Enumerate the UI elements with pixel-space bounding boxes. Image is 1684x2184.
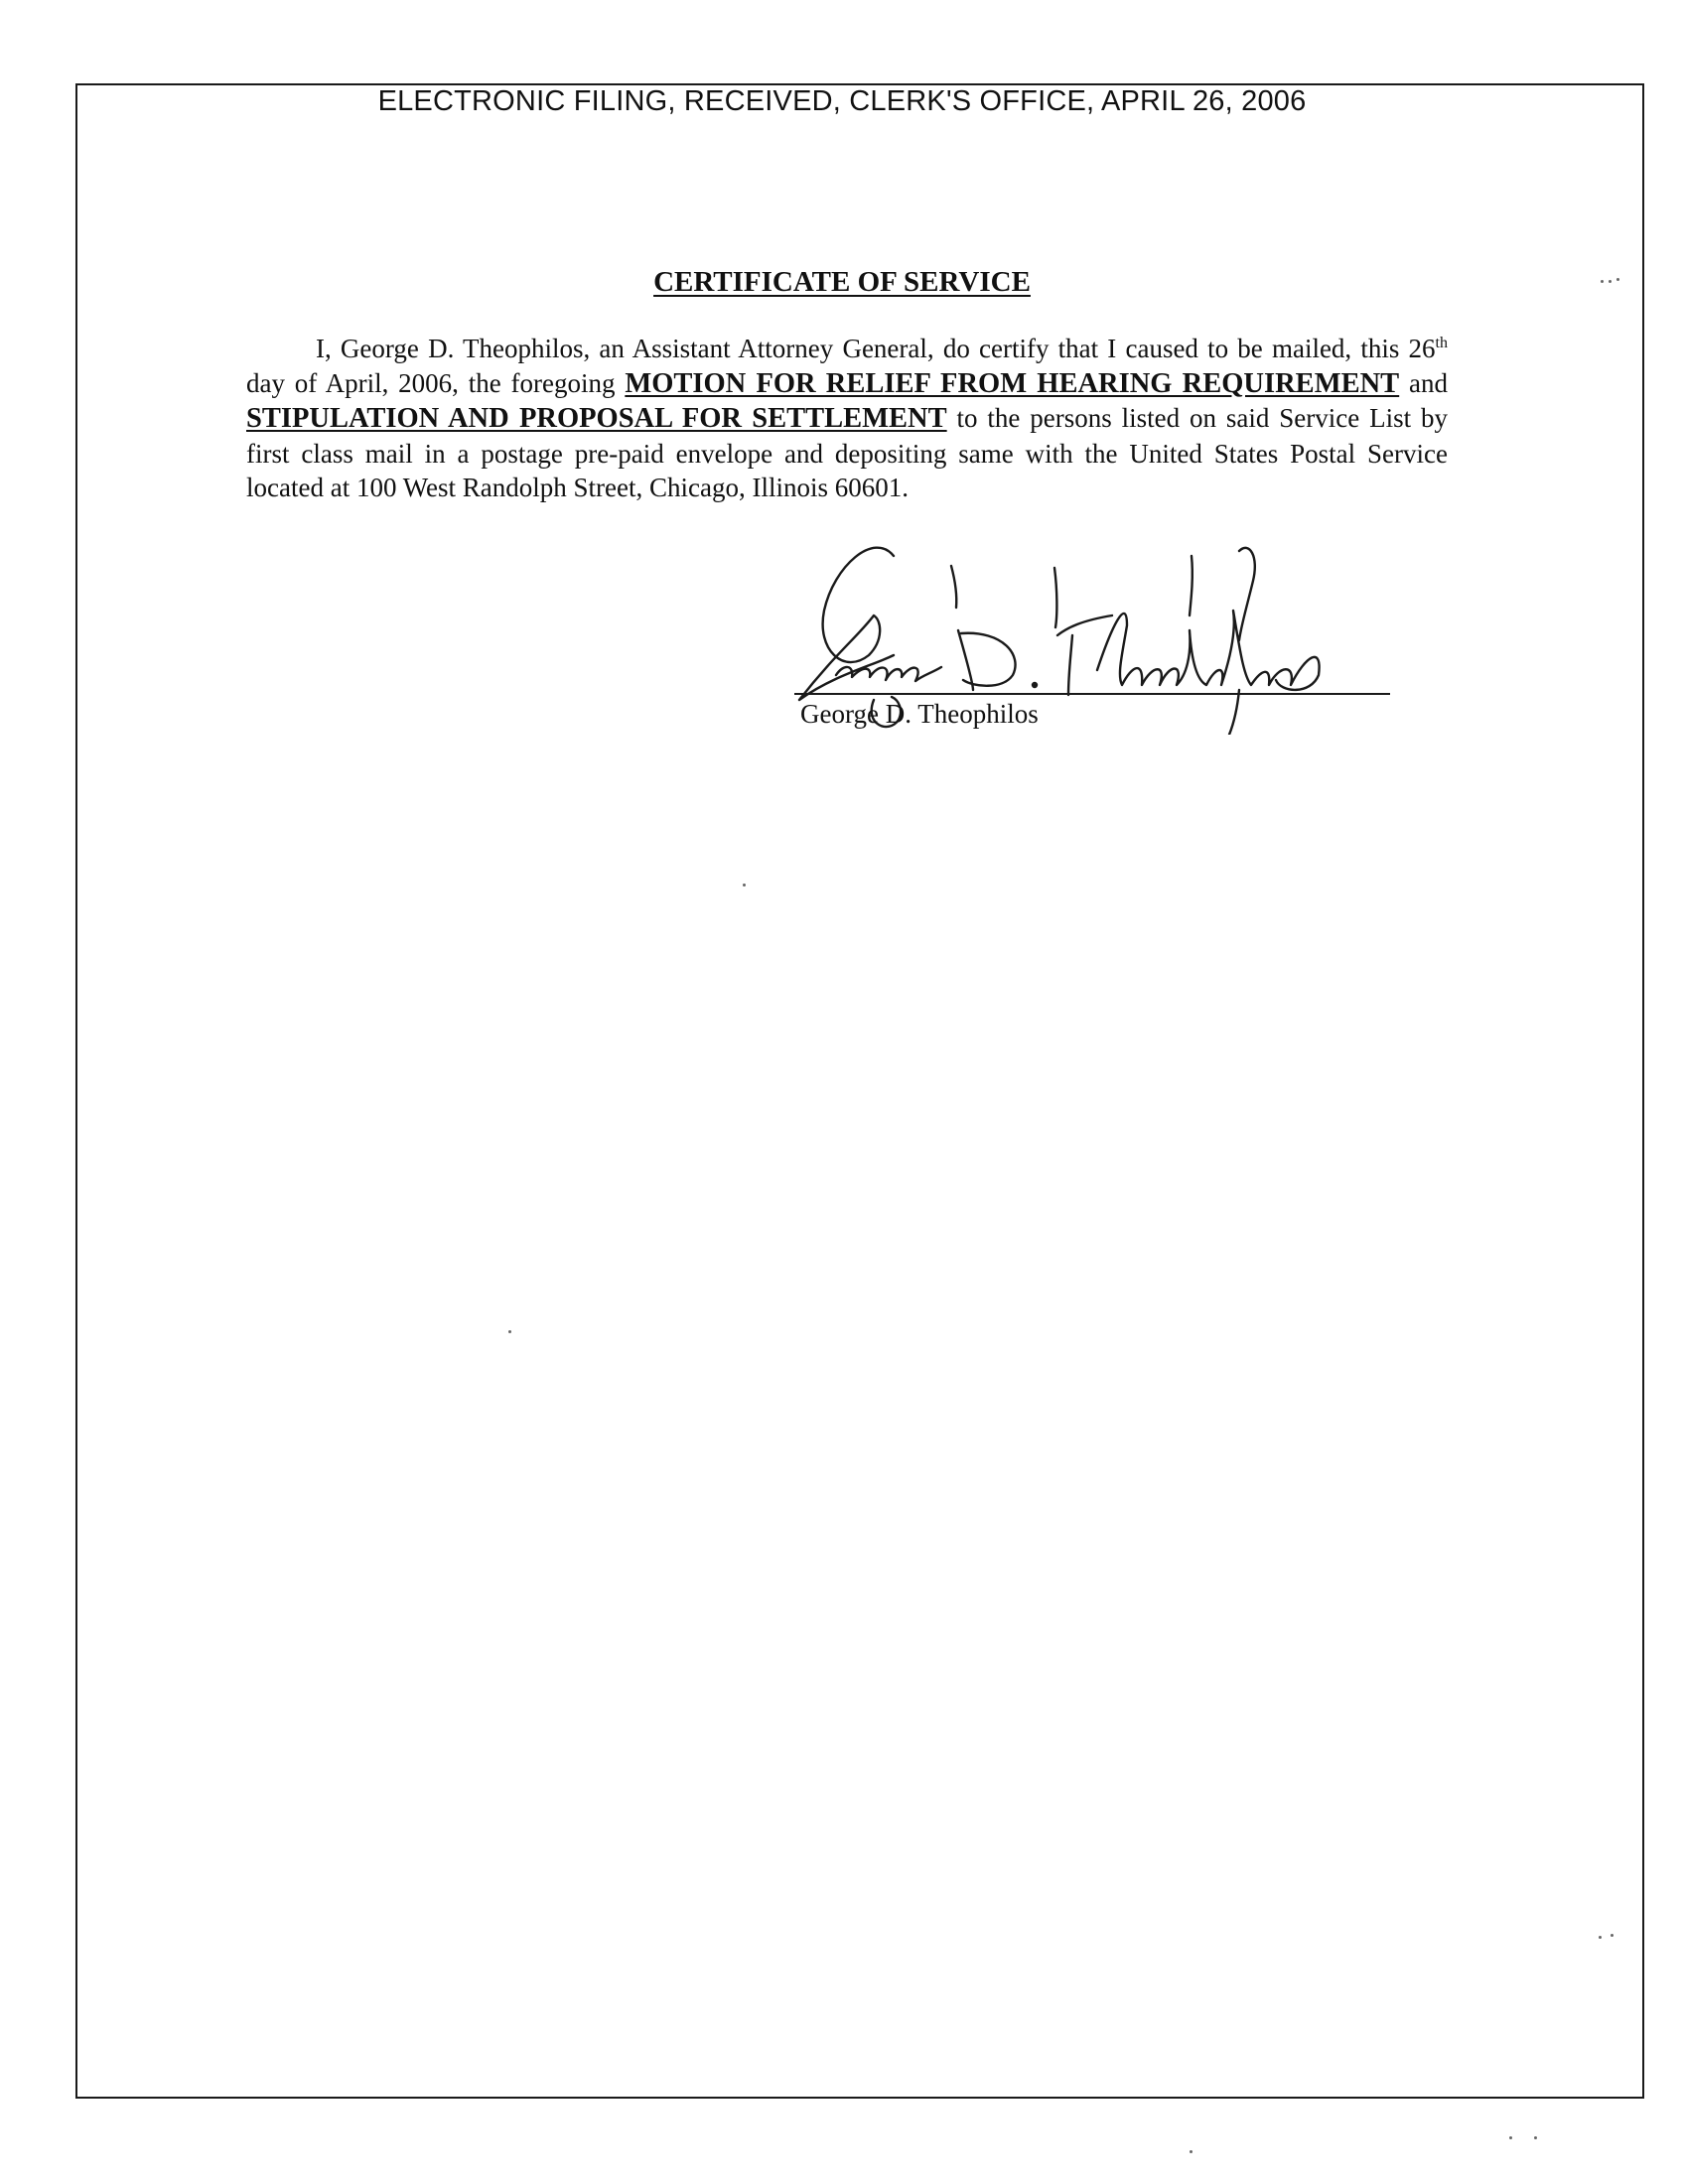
filing-stamp: ELECTRONIC FILING, RECEIVED, CLERK'S OFFICE, APRIL 26, 2006 xyxy=(377,85,1307,117)
signature-line xyxy=(794,693,1390,695)
scan-speck xyxy=(1601,280,1604,283)
scan-speck xyxy=(743,884,746,887)
scan-speck xyxy=(1616,278,1619,281)
scan-speck xyxy=(1509,2136,1512,2139)
certificate-body xyxy=(246,332,1448,505)
body-mid-text: day of April, 2006, the foregoing xyxy=(246,367,626,398)
scan-speck xyxy=(1609,280,1612,283)
signer-name: George D. Theophilos xyxy=(800,699,1039,729)
scan-speck xyxy=(1534,2136,1537,2139)
body-lead-text: I, George D. Theophilos, an Assistant Attorney General, do certify that I caused to be mailed, this 26 xyxy=(316,334,1436,363)
scan-speck xyxy=(1599,1936,1602,1939)
certificate-title: CERTIFICATE OF SERVICE xyxy=(653,266,1031,298)
body-tail-text: to the persons listed on said Service List by first class mail in a postage pre-paid envelope and depositing same with the United States Postal Service located at 100 West Randolph Street, Chicago, Illinois 60601. xyxy=(246,403,1448,502)
certificate-paragraph xyxy=(246,332,1448,505)
scan-speck xyxy=(508,1330,511,1333)
signature-block xyxy=(774,536,1410,774)
stipulation-title: STIPULATION AND PROPOSAL FOR SETTLEMENT xyxy=(246,403,947,434)
scan-speck xyxy=(1190,2150,1193,2153)
date-ordinal-suffix: th xyxy=(1435,335,1448,351)
conjunction-text: and xyxy=(1399,367,1449,398)
motion-title: MOTION FOR RELIEF FROM HEARING REQUIREMENT xyxy=(625,367,1400,399)
scan-speck xyxy=(1611,1934,1614,1937)
